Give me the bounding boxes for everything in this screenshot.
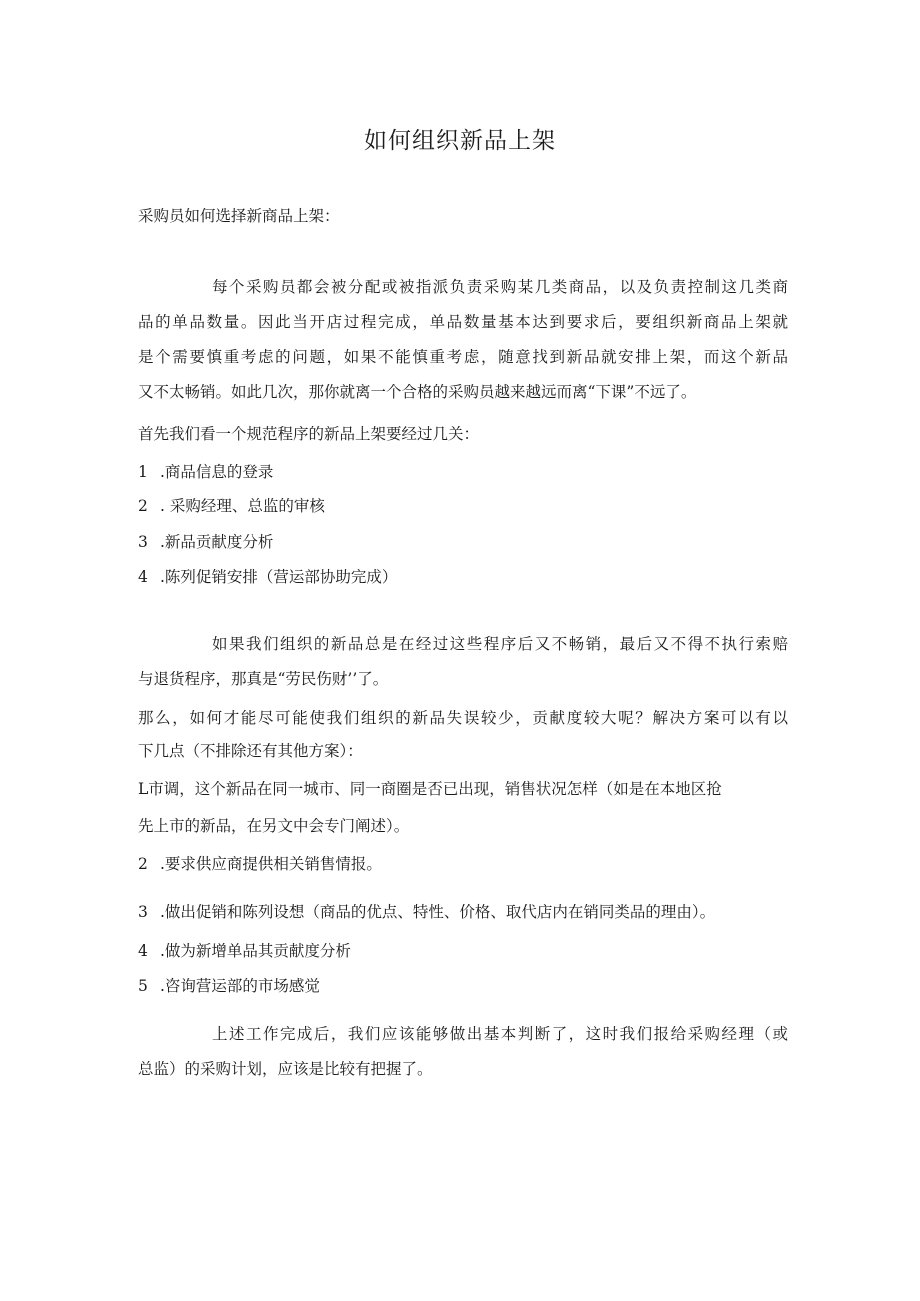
list-item — [138, 495, 788, 517]
list-number: 4 — [138, 942, 148, 960]
list-number: 1 — [138, 463, 148, 481]
list-text: .商品信息的登录 — [160, 463, 274, 481]
page-title: 如何组织新品上架 — [364, 128, 556, 154]
list-text: .陈列促销安排（营运部协助完成） — [160, 568, 398, 586]
list-text: .做出促销和陈列设想（商品的优点、特性、价格、取代店内在销同类品的理由）。 — [160, 903, 716, 921]
list-number: 2 — [138, 497, 148, 515]
paragraph-line: 是个需要慎重考虑的问题，如果不能慎重考虑，随意找到新品就安排上架，而这个新品 — [138, 348, 788, 366]
list-item — [138, 461, 788, 483]
list-number: 5 — [138, 977, 148, 995]
list-number: 3 — [138, 533, 148, 551]
list-item — [138, 566, 788, 588]
list-item — [138, 531, 788, 553]
paragraph-line: 又不太畅销。如此几次，那你就离一个合格的采购员越来越远而离“下课”不远了。 — [138, 383, 697, 401]
paragraph-line: 品的单品数量。因此当开店过程完成，单品数量基本达到要求后，要组织新商品上架就 — [138, 313, 788, 331]
list-number: 2 — [138, 855, 148, 873]
list-text: .新品贡献度分析 — [160, 533, 274, 551]
list-item — [138, 901, 788, 923]
paragraph-line: 下几点（不排除还有其他方案）： — [138, 742, 363, 760]
paragraph-line: 每个采购员都会被分配或被指派负责采购某几类商品，以及负责控制这几类商 — [212, 278, 788, 296]
list-number: 4 — [138, 568, 148, 586]
list-item — [138, 975, 788, 997]
paragraph-line: 先上市的新品，在另文中会专门阐述）。 — [138, 817, 410, 835]
list-text: .咨询营运部的市场感觉 — [160, 977, 320, 995]
paragraph-line: 那么，如何才能尽可能使我们组织的新品失误较少，贡献度较大呢？解决方案可以有以 — [138, 709, 788, 727]
list-text: . 采购经理、总监的审核 — [160, 497, 325, 515]
list-item — [138, 853, 788, 875]
paragraph-line: 如果我们组织的新品总是在经过这些程序后又不畅销，最后又不得不执行索赔 — [212, 635, 788, 653]
paragraph-line: 上述工作完成后，我们应该能够做出基本判断了，这时我们报给采购经理（或 — [212, 1025, 788, 1043]
paragraph-line: 与退货程序，那真是“劳民伤财’’了。 — [138, 670, 389, 688]
paragraph-line: L市调，这个新品在同一城市、同一商圈是否已出现，销售状况怎样（如是在本地区抢 — [138, 780, 722, 798]
section-heading: 采购员如何选择新商品上架： — [138, 207, 340, 225]
list-number: 3 — [138, 903, 148, 921]
list-text: .要求供应商提供相关销售情报。 — [160, 855, 382, 873]
paragraph-line: 首先我们看一个规范程序的新品上架要经过几关： — [138, 425, 480, 443]
list-text: .做为新增单品其贡献度分析 — [160, 942, 351, 960]
paragraph-line: 总监）的采购计划，应该是比较有把握了。 — [138, 1060, 433, 1078]
list-item — [138, 940, 788, 962]
